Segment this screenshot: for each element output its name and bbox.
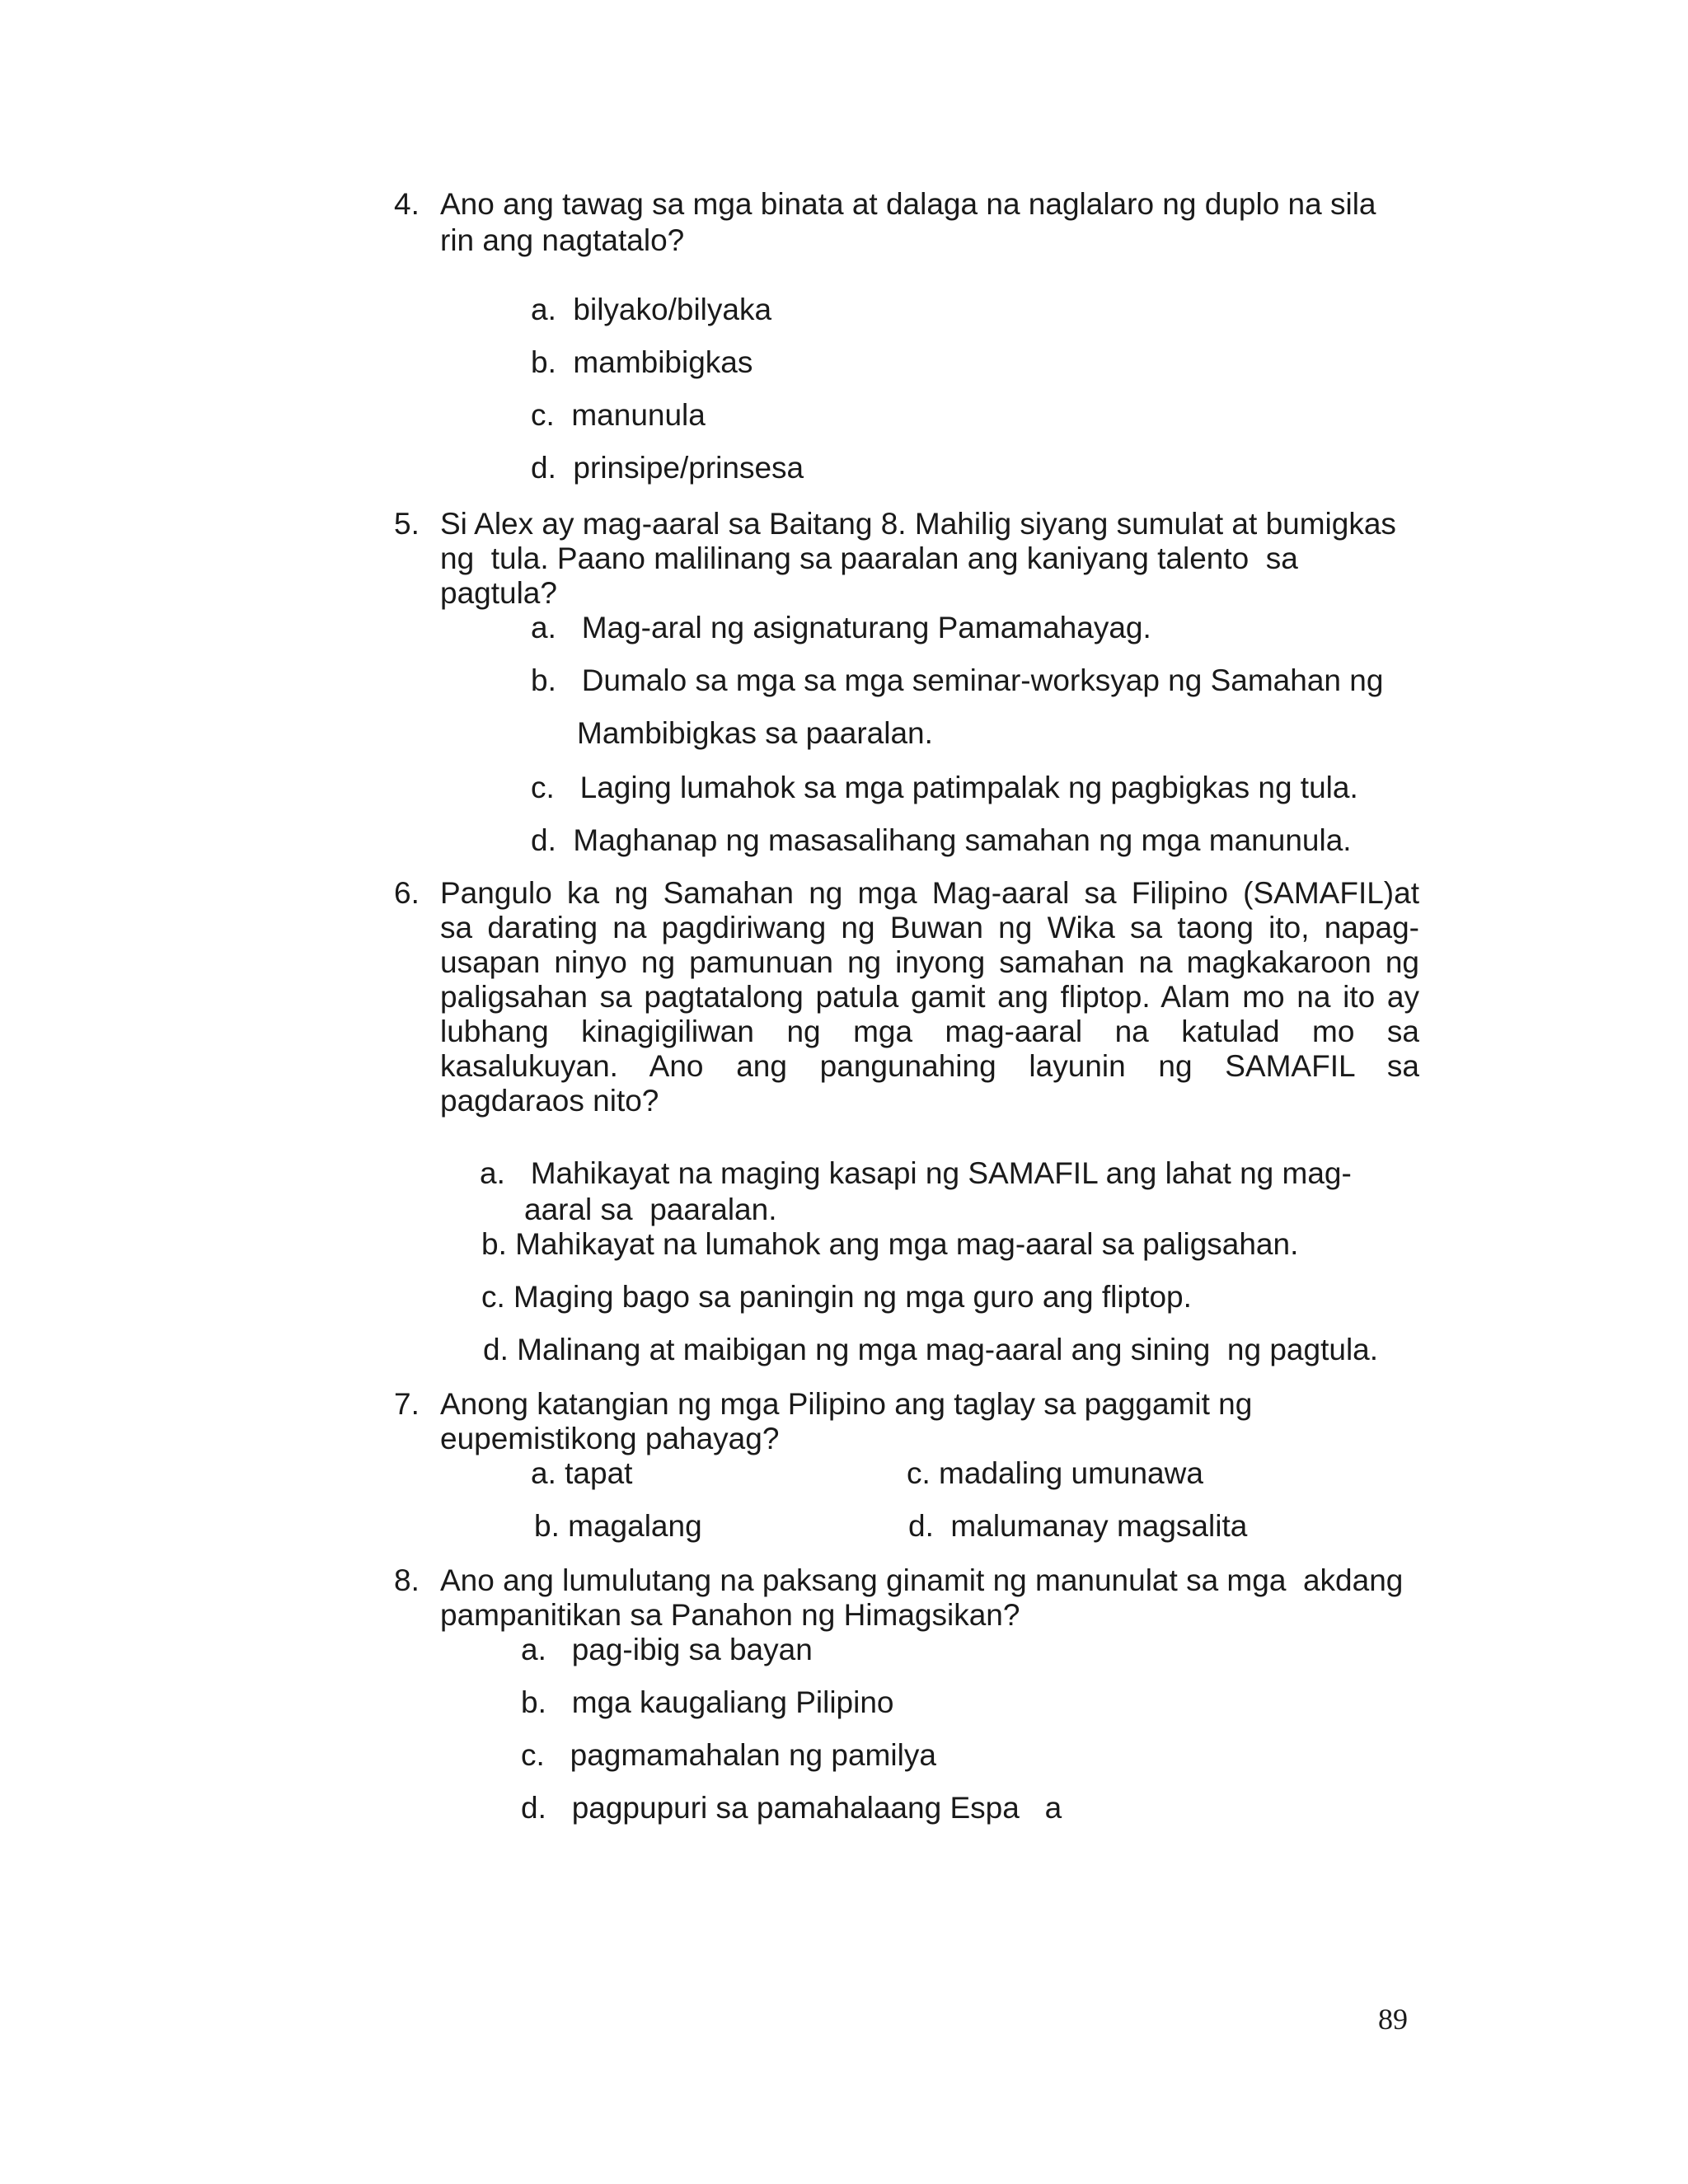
question-4-number: 4.	[394, 187, 420, 221]
question-6-text-line-3: usapan ninyo ng pamunuan ng inyong samahan na magkakaroon ng	[440, 945, 1419, 979]
question-8-text-line-1: Ano ang lumulutang na paksang ginamit ng manunulat sa mga akdang	[440, 1563, 1404, 1597]
question-8-choice-b: b. mga kaugaliang Pilipino	[521, 1685, 894, 1719]
question-4-choice-c: c. manunula	[531, 398, 706, 432]
question-5-choice-c: c. Laging lumahok sa mga patimpalak ng pagbigkas ng tula.	[531, 771, 1358, 804]
question-5-number: 5.	[394, 507, 420, 541]
question-7-choice-a: a. tapat	[531, 1456, 633, 1490]
question-5-choice-a: a. Mag-aral ng asignaturang Pamamahayag.	[531, 611, 1151, 644]
question-4-text-line-1: Ano ang tawag sa mga binata at dalaga na naglalaro ng duplo na sila	[440, 187, 1376, 221]
question-6-choice-b: b. Mahikayat na lumahok ang mga mag-aaral sa paligsahan.	[481, 1227, 1299, 1261]
question-5-choice-b-line-2: Mambibigkas sa paaralan.	[577, 716, 933, 750]
question-5-text-line-2: ng tula. Paano malilinang sa paaralan ang kaniyang talento sa	[440, 541, 1298, 575]
page-number: 89	[1378, 2003, 1408, 2036]
question-5-choice-d: d. Maghanap ng masasalihang samahan ng mga manunula.	[531, 823, 1352, 857]
question-8-number: 8.	[394, 1563, 420, 1597]
question-7-choice-d: d. malumanay magsalita	[908, 1509, 1248, 1543]
question-7-choice-b: b. magalang	[534, 1509, 702, 1543]
question-7-text-line-2: eupemistikong pahayag?	[440, 1422, 780, 1455]
question-6-choice-a-line-1: a. Mahikayat na maging kasapi ng SAMAFIL ang lahat ng mag-	[480, 1156, 1352, 1190]
question-8-choice-d: d. pagpupuri sa pamahalaang Espa a	[521, 1791, 1062, 1825]
question-6-text-line-1: Pangulo ka ng Samahan ng mga Mag-aaral sa Filipino (SAMAFIL)at	[440, 876, 1419, 910]
question-4-choice-a: a. bilyako/bilyaka	[531, 293, 772, 326]
question-5-text-line-1: Si Alex ay mag-aaral sa Baitang 8. Mahilig siyang sumulat at bumigkas	[440, 507, 1396, 541]
question-8-text-line-2: pampanitikan sa Panahon ng Himagsikan?	[440, 1598, 1020, 1632]
question-6-text-line-6: kasalukuyan. Ano ang pangunahing layunin ng SAMAFIL sa	[440, 1049, 1419, 1083]
question-8-choice-a: a. pag-ibig sa bayan	[521, 1633, 813, 1666]
question-5-text-line-3: pagtula?	[440, 576, 557, 610]
question-6-choice-c: c. Maging bago sa paningin ng mga guro ang fliptop.	[481, 1280, 1192, 1314]
question-7-number: 7.	[394, 1387, 420, 1421]
question-8-choice-c: c. pagmamahalan ng pamilya	[521, 1738, 936, 1772]
question-5-choice-b-line-1: b. Dumalo sa mga sa mga seminar-worksyap ng Samahan ng	[531, 663, 1384, 697]
question-6-text-line-4: paligsahan sa pagtatalong patula gamit ang fliptop. Alam mo na ito ay	[440, 980, 1419, 1014]
question-4-text-line-2: rin ang nagtatalo?	[440, 223, 685, 257]
question-6-text-line-2: sa darating na pagdiriwang ng Buwan ng Wika sa taong ito, napag-	[440, 911, 1419, 944]
question-7-choice-c: c. madaling umunawa	[907, 1456, 1203, 1490]
question-6-number: 6.	[394, 876, 420, 910]
question-6-text-line-5: lubhang kinagigiliwan ng mga mag-aaral na katulad mo sa	[440, 1015, 1419, 1048]
question-7-text-line-1: Anong katangian ng mga Pilipino ang taglay sa paggamit ng	[440, 1387, 1253, 1421]
question-6-choice-a-line-2: aaral sa paaralan.	[524, 1193, 777, 1226]
question-4-choice-b: b. mambibigkas	[531, 345, 753, 379]
question-6-text-line-7: pagdaraos nito?	[440, 1084, 659, 1118]
question-6-choice-d: d. Malinang at maibigan ng mga mag-aaral ang sining ng pagtula.	[483, 1333, 1379, 1366]
question-4-choice-d: d. prinsipe/prinsesa	[531, 451, 804, 485]
